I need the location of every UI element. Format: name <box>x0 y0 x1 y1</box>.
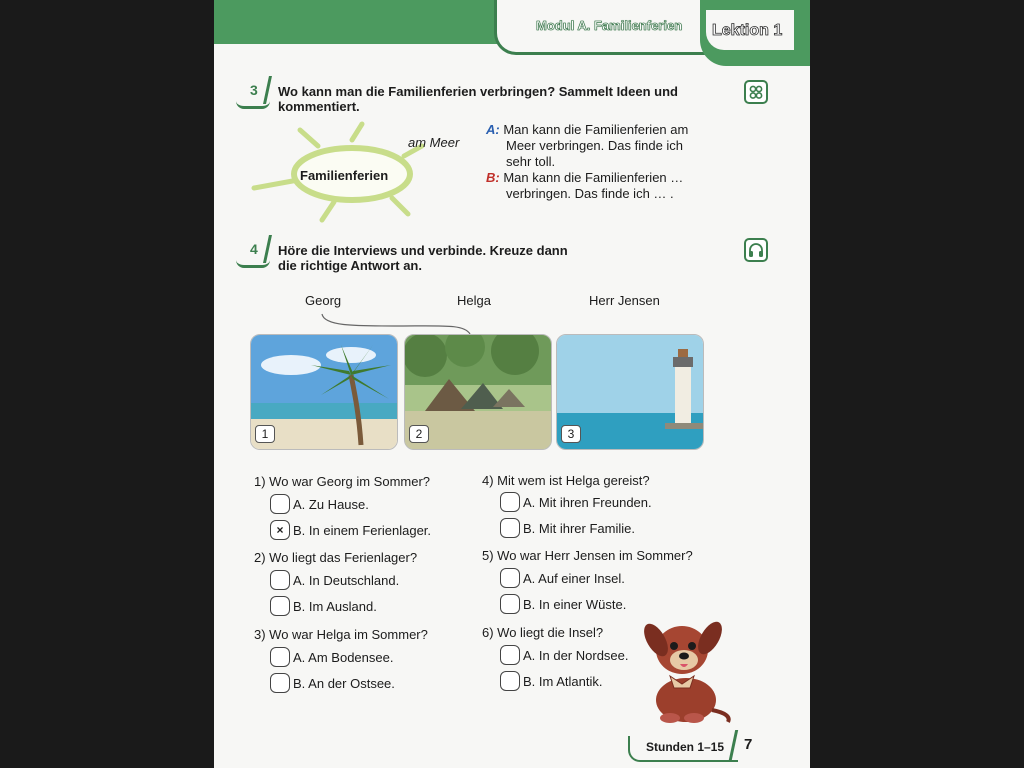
option-label: A. Zu Hause. <box>293 496 369 512</box>
task3-heading-line2: kommentiert. <box>278 99 360 114</box>
photo-number: 3 <box>561 425 581 443</box>
checkbox-2b[interactable] <box>270 596 290 616</box>
speaker-b: B: <box>486 170 500 185</box>
option-3a[interactable] <box>270 647 393 667</box>
checkbox-1a[interactable] <box>270 494 290 514</box>
photo-number: 2 <box>409 425 429 443</box>
lektion-title: Lektion 1 <box>712 22 783 39</box>
option-4a[interactable] <box>500 492 652 512</box>
checkbox-5a[interactable] <box>500 568 520 588</box>
photo-beach[interactable] <box>250 334 398 450</box>
header-bar <box>214 0 514 44</box>
checkbox-4a[interactable] <box>500 492 520 512</box>
option-5a[interactable] <box>500 568 625 588</box>
task-number-foot <box>236 257 270 268</box>
checkbox-2a[interactable] <box>270 570 290 590</box>
checkbox-4b[interactable] <box>500 518 520 538</box>
option-label: A. In Deutschland. <box>293 572 400 588</box>
group-work-icon <box>744 80 768 104</box>
footer-stunden: Stunden 1–15 <box>646 740 725 754</box>
name-helga: Helga <box>457 293 491 308</box>
dialog-b <box>486 170 683 202</box>
option-label: B. Im Ausland. <box>293 598 377 614</box>
checkbox-5b[interactable] <box>500 594 520 614</box>
task3-number-text: 3 <box>250 82 258 98</box>
task3-number <box>250 82 258 98</box>
name-herr-jensen: Herr Jensen <box>589 293 660 308</box>
textbook-page <box>214 0 810 768</box>
speaker-a: A: <box>486 122 500 137</box>
dialog-line: Man kann die Familienferien am <box>503 122 689 137</box>
task3-heading-line1: Wo kann man die Familienferien verbringen? Sammelt Ideen und <box>278 84 678 99</box>
task4-heading <box>278 243 658 273</box>
option-2b[interactable] <box>270 596 377 616</box>
headphones-icon <box>744 238 768 262</box>
question-3: 3) Wo war Helga im Sommer? <box>254 627 428 642</box>
checkbox-1b[interactable]: × <box>270 520 290 540</box>
photo-lighthouse[interactable] <box>556 334 704 450</box>
option-1a[interactable] <box>270 494 369 514</box>
option-label: B. In einer Wüste. <box>523 596 627 612</box>
dialog-line: Man kann die Familienferien … <box>503 170 684 185</box>
dog-mascot-icon <box>632 614 738 726</box>
modul-title: Modul A. Familienferien <box>536 18 683 33</box>
option-label: A. In der Nordsee. <box>523 647 629 663</box>
option-1b[interactable] <box>270 520 431 540</box>
task-number-foot <box>236 98 270 109</box>
question-6: 6) Wo liegt die Insel? <box>482 625 604 640</box>
dialog-line: sehr toll. <box>506 154 556 169</box>
question-2: 2) Wo liegt das Ferienlager? <box>254 550 418 565</box>
option-label: A. Auf einer Insel. <box>523 570 625 586</box>
dialog-a <box>486 122 688 170</box>
option-6a[interactable] <box>500 645 629 665</box>
question-4: 4) Mit wem ist Helga gereist? <box>482 473 650 488</box>
question-1: 1) Wo war Georg im Sommer? <box>254 474 431 489</box>
page-number: 7 <box>744 736 753 753</box>
option-label: B. Im Atlantik. <box>523 673 603 689</box>
checkbox-3b[interactable] <box>270 673 290 693</box>
photo-camping[interactable] <box>404 334 552 450</box>
option-label: A. Mit ihren Freunden. <box>523 494 652 510</box>
photo-number: 1 <box>255 425 275 443</box>
sun-hint: am Meer <box>408 135 460 150</box>
option-6b[interactable] <box>500 671 602 691</box>
option-3b[interactable] <box>270 673 395 693</box>
option-4b[interactable] <box>500 518 635 538</box>
task4-number-text: 4 <box>250 241 258 257</box>
option-label: B. In einem Ferienlager. <box>293 522 432 538</box>
name-georg: Georg <box>305 293 342 308</box>
question-5: 5) Wo war Herr Jensen im Sommer? <box>482 548 693 563</box>
checkbox-6b[interactable] <box>500 671 520 691</box>
checkbox-3a[interactable] <box>270 647 290 667</box>
option-label: B. Mit ihrer Familie. <box>523 520 635 536</box>
option-2a[interactable] <box>270 570 399 590</box>
option-label: B. An der Ostsee. <box>293 675 395 691</box>
checkbox-6a[interactable] <box>500 645 520 665</box>
option-5b[interactable] <box>500 594 626 614</box>
task4-number <box>250 241 258 257</box>
task3-heading <box>278 84 708 114</box>
sun-label: Familienferien <box>300 168 389 183</box>
task4-heading-line2: die richtige Antwort an. <box>278 258 422 273</box>
task4-heading-line1: Höre die Interviews und verbinde. Kreuze dann <box>278 243 568 258</box>
option-label: A. Am Bodensee. <box>293 649 394 665</box>
dialog-line: Meer verbringen. Das finde ich <box>506 138 684 153</box>
dialog-line: verbringen. Das finde ich … . <box>506 186 674 201</box>
